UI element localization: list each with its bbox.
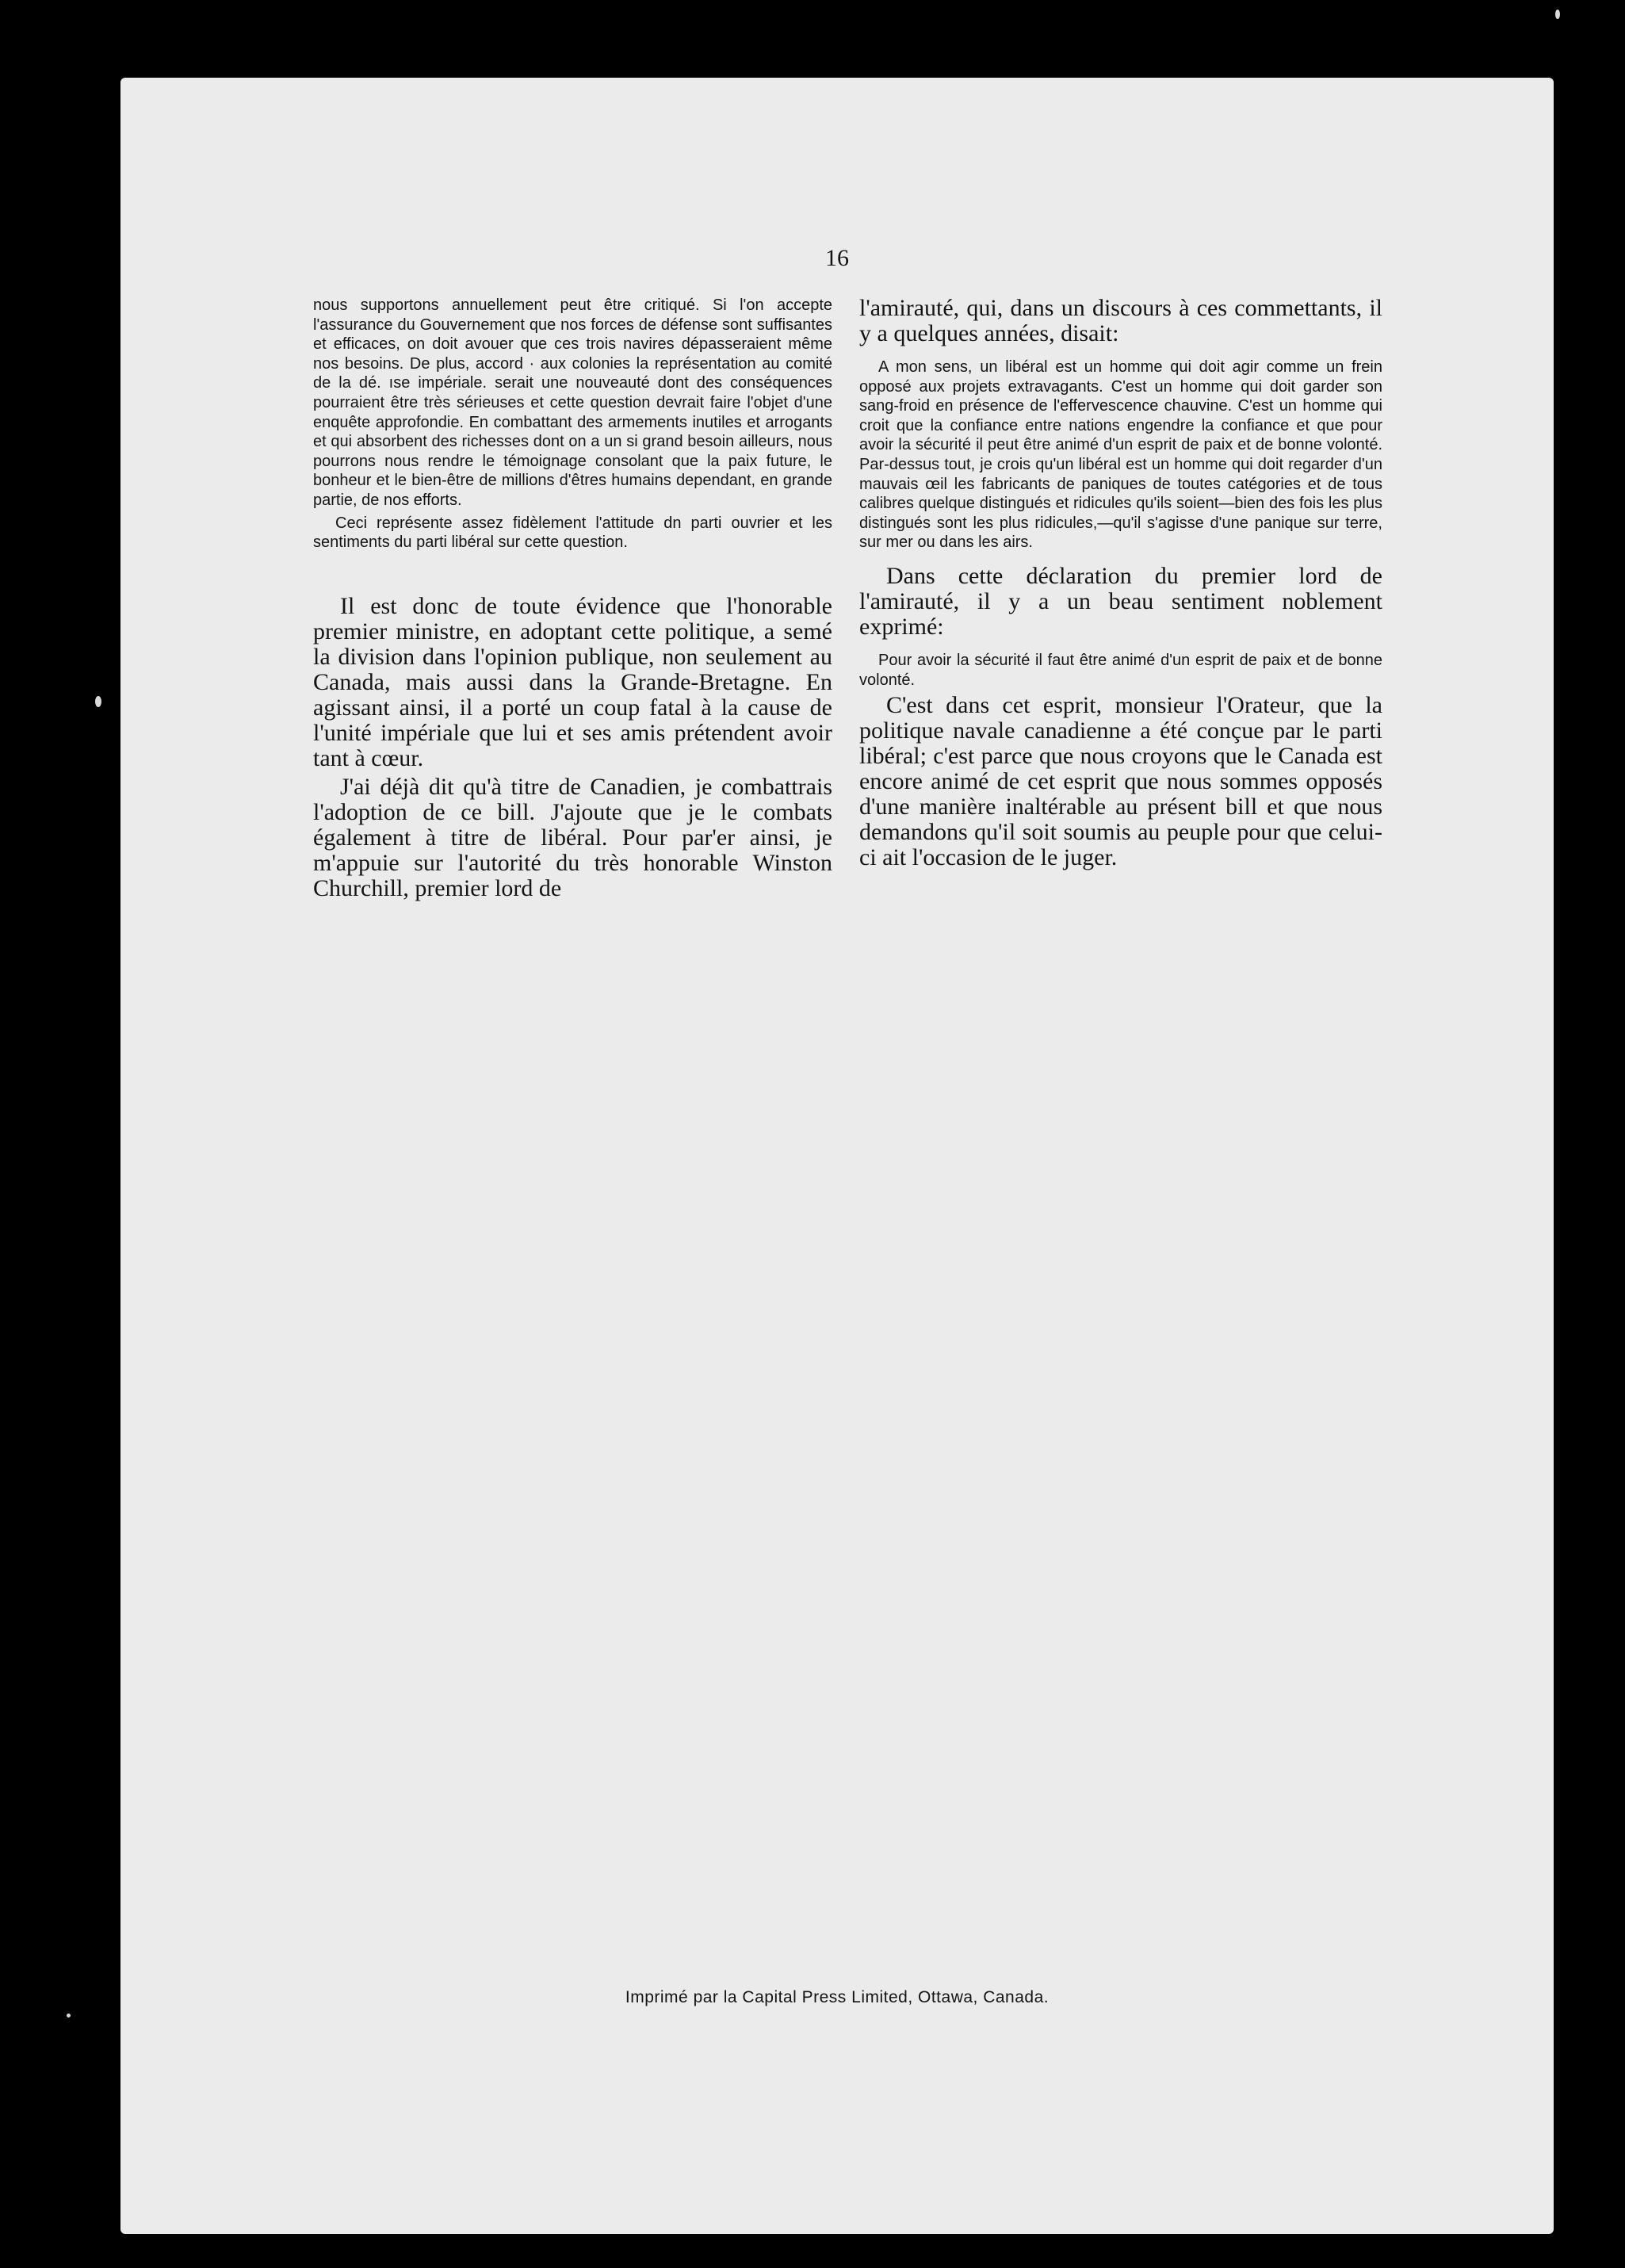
right-column (859, 296, 1382, 870)
document-page (120, 78, 1554, 2234)
left-column (313, 296, 832, 901)
right-paragraph-1: l'amirauté, qui, dans un discours à ces commettants, il y a quelques années, disait: (859, 295, 1382, 346)
scan-speck (1555, 10, 1560, 19)
printer-imprint: Imprimé par la Capital Press Limited, Ottawa, Canada. (625, 1988, 1050, 2006)
left-paragraph-2: Ceci représente assez fidèlement l'attitude dn parti ouvrier et les sentiments du parti libéral sur cette question. (313, 514, 832, 552)
left-paragraph-4: J'ai déjà dit qu'à titre de Canadien, je combattrais l'adoption de ce bill. J'ajoute que je le combats également à titre de libéral. Pour par'er ainsi, je m'appuie sur l'autorité du très honorable Winston Churchill, premier lord de (313, 773, 832, 901)
left-paragraph-3: Il est donc de toute évidence que l'honorable premier ministre, en adoptant cette politique, a semé la division dans l'opinion publique, non seulement au Canada, mais aussi dans la Grande-Bretagne. En agissant ainsi, il a porté un coup fatal à la cause de l'unité impériale que lui et ses amis prétendent avoir tant à cœur. (313, 592, 832, 771)
page-number: 16 (825, 245, 849, 271)
scan-speck (67, 2014, 71, 2017)
block-quote-1: A mon sens, un libéral est un homme qui doit agir comme un frein opposé aux projets extravagants. C'est un homme qui doit garder son sang-froid en présence de l'effervescence chauvine. C'est un homme qui croit que la confiance entre nations engendre la confiance et que pour avoir la sécurité il peut être animé d'un esprit de paix et de bonne volonté. Par-dessus tout, je crois qu'un libéral est un homme qui doit regarder d'un mauvais œil les fabricants de paniques de toutes catégories et de tous calibres quelque distingués et ridicules qu'ils soient—bien des fois les plus distingués sont les plus ridicules,—qu'il s'agisse d'une panique sur terre, sur mer ou dans les airs. (859, 358, 1382, 552)
block-quote-2: Pour avoir la sécurité il faut être animé d'un esprit de paix et de bonne volonté. (859, 651, 1382, 689)
right-paragraph-2: Dans cette déclaration du premier lord de l'amirauté, il y a un beau sentiment noblement exprimé: (859, 562, 1382, 640)
left-paragraph-1: nous supportons annuellement peut être critiqué. Si l'on accepte l'assurance du Gouvernement que nos forces de défense sont suffisantes et efficaces, on doit avouer que ces trois navires dépasseraient même nos besoins. De plus, accord · aux colonies la représentation au comité de la dé. ıse impériale. serait une nouveauté dont des conséquences pourraient être très sérieuses et cette question devrait faire l'objet d'une enquête approfondie. En combattant des armements inutiles et arrogants et qui absorbent des richesses dont on a un si grand besoin ailleurs, nous pourrons nous rendre le témoignage consolant que la paix future, le bonheur et le bien-être de millions d'êtres humains dependant, en grande partie, de nos efforts. (313, 296, 832, 509)
right-paragraph-3: C'est dans cet esprit, monsieur l'Orateur, que la politique navale canadienne a été conçue par le parti libéral; c'est parce que nous croyons que le Canada est encore animé de cet esprit que nous sommes opposés d'une manière inaltérable au présent bill et que nous demandons qu'il soit soumis au peuple pour que celui-ci ait l'occasion de le juger. (859, 692, 1382, 871)
scan-speck (95, 696, 101, 707)
